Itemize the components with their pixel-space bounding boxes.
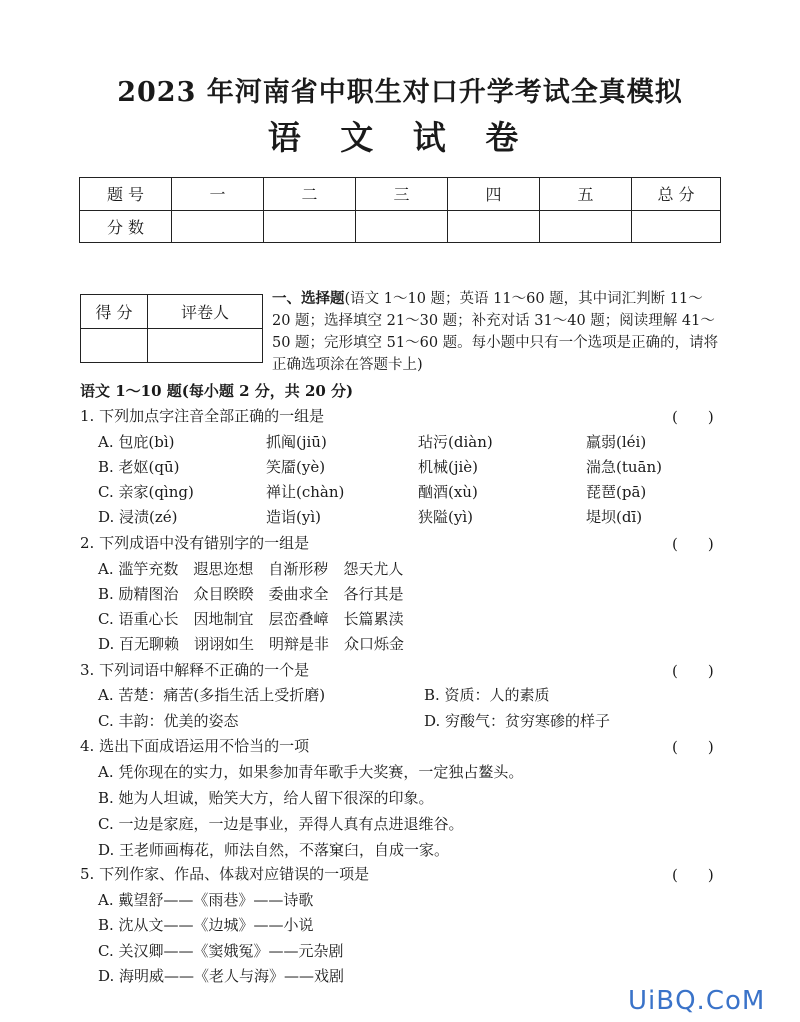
q1-option-a2: 抓阄(jiū) [266, 433, 327, 451]
q2-option-b: B. 励精图治 众目睽睽 委曲求全 各行其是 [98, 585, 404, 603]
section1-instructions [272, 288, 720, 376]
score-value-cell [356, 210, 448, 243]
q3-option-b: B. 资质：人的素质 [424, 686, 550, 704]
q5-stem: 5. 下列作家、作品、体裁对应错误的一项是 [80, 865, 370, 883]
q5-option-b: B. 沈从文——《边城》——小说 [98, 916, 314, 934]
score-table [79, 177, 721, 243]
q5-answer-paren: ( ) [672, 866, 714, 884]
score-cell-2: 二 [264, 178, 356, 211]
q1-option-d2: 造诣(yì) [266, 508, 321, 526]
q4-answer-paren: ( ) [672, 738, 714, 756]
q3-option-a: A. 苦楚：痛苦(多指生活上受折磨) [98, 686, 326, 704]
score-value-cell [632, 210, 721, 243]
score-value-cell [448, 210, 540, 243]
q4-option-c: C. 一边是家庭，一边是事业，弄得人真有点进退维谷。 [98, 815, 464, 833]
q2-option-d: D. 百无聊赖 诩诩如生 明辩是非 众口烁金 [98, 635, 405, 653]
q1-option-b2: 笑靥(yè) [266, 458, 326, 476]
grader-reviewer-cell [148, 329, 263, 363]
grader-score-label: 得 分 [81, 295, 148, 329]
q1-option-c1: C. 亲家(qìng) [98, 483, 194, 501]
grader-reviewer-label: 评卷人 [148, 295, 263, 329]
q1-option-d3: 狭隘(yì) [418, 508, 473, 526]
exam-subtitle: 语 文 试 卷 [267, 118, 533, 157]
q4-option-d: D. 王老师画梅花，师法自然，不落窠臼，自成一家。 [98, 841, 450, 859]
q2-stem: 2. 下列成语中没有错别字的一组是 [80, 534, 310, 552]
q4-stem: 4. 选出下面成语运用不恰当的一项 [80, 737, 310, 755]
score-cell-5: 五 [540, 178, 632, 211]
q1-stem: 1. 下列加点字注音全部正确的一组是 [80, 407, 325, 425]
q1-option-b1: B. 老妪(qū) [98, 458, 180, 476]
q3-stem: 3. 下列词语中解释不正确的一个是 [80, 661, 310, 679]
score-value-cell [172, 210, 264, 243]
grader-box [80, 294, 263, 363]
section1-heading: 一、选择题 [272, 290, 345, 307]
score-value-cell [540, 210, 632, 243]
q1-option-b3: 机械(jiè) [418, 458, 479, 476]
q5-option-c: C. 关汉卿——《窦娥冤》——元杂剧 [98, 942, 344, 960]
q1-option-c2: 禅让(chàn) [266, 483, 345, 501]
q1-option-a4: 羸弱(léi) [586, 433, 647, 451]
section1-text: (语文 1～10 题；英语 11～60 题，其中词汇判断 11～20 题；选择填空 21～30 题；补充对话 31～40 题；阅读理解 41～50 题；完形填空 51～60 题。每小题中只有一个选项是正确的，请将正确选项涂在答题卡上) [272, 291, 719, 373]
watermark: UiBQ.CoM [628, 986, 766, 1016]
score-row-label: 分 数 [80, 210, 172, 243]
score-table-header-row [80, 178, 721, 211]
q3-option-c: C. 丰韵：优美的姿态 [98, 712, 239, 730]
exam-title: 2023 年河南省中职生对口升学考试全真模拟 [117, 77, 683, 108]
q5-option-d: D. 海明威——《老人与海》——戏剧 [98, 967, 345, 985]
score-cell-total: 总 分 [632, 178, 721, 211]
q3-answer-paren: ( ) [672, 662, 714, 680]
score-cell-4: 四 [448, 178, 540, 211]
q2-option-c: C. 语重心长 因地制宜 层峦叠嶂 长篇累渎 [98, 610, 404, 628]
score-cell-3: 三 [356, 178, 448, 211]
q1-option-d4: 堤坝(dī) [586, 508, 643, 526]
q1-option-d1: D. 浸渍(zé) [98, 508, 178, 526]
q2-option-a: A. 滥竽充数 遐思迩想 自渐形秽 怨天尤人 [98, 560, 404, 578]
q4-option-a: A. 凭你现在的实力，如果参加青年歌手大奖赛，一定独占鳌头。 [98, 763, 524, 781]
score-cell-label: 题 号 [80, 178, 172, 211]
q1-option-a3: 玷污(diàn) [418, 433, 493, 451]
score-value-cell [264, 210, 356, 243]
q4-option-b: B. 她为人坦诚，贻笑大方，给人留下很深的印象。 [98, 789, 434, 807]
q1-option-c3: 酗酒(xù) [418, 483, 478, 501]
score-cell-1: 一 [172, 178, 264, 211]
q2-answer-paren: ( ) [672, 535, 714, 553]
q5-option-a: A. 戴望舒——《雨巷》——诗歌 [98, 891, 314, 909]
grader-score-cell [81, 329, 148, 363]
q1-option-a1: A. 包庇(bì) [98, 433, 175, 451]
score-table-value-row [80, 210, 721, 243]
q1-answer-paren: ( ) [672, 408, 714, 426]
q1-option-c4: 琵琶(pā) [586, 483, 647, 501]
subsection-header: 语文 1～10 题(每小题 2 分，共 20 分) [80, 382, 354, 400]
q3-option-d: D. 穷酸气：贫穷寒碜的样子 [424, 712, 611, 730]
q1-option-b4: 湍急(tuān) [586, 458, 662, 476]
